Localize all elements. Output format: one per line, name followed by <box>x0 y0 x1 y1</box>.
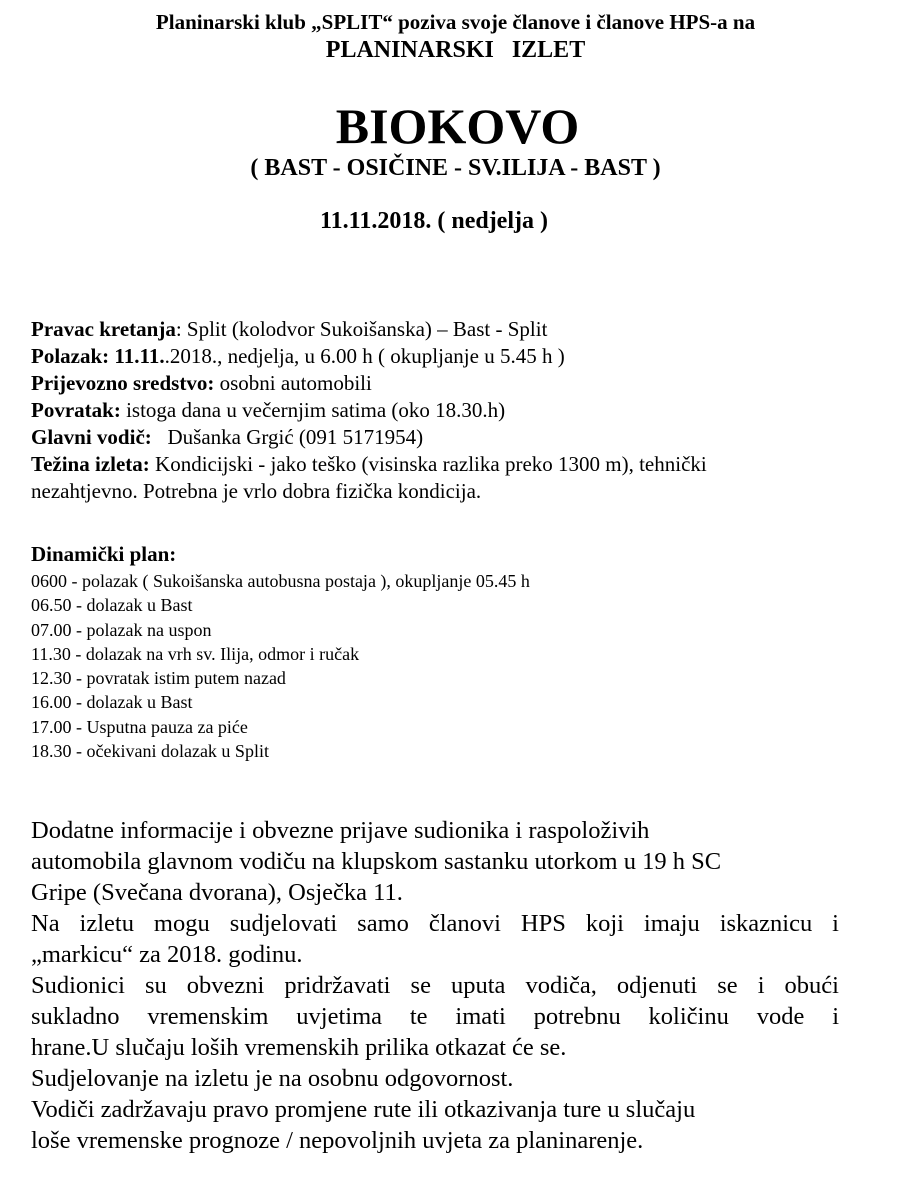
event-type-word-1: PLANINARSKI <box>325 37 494 63</box>
notes-section <box>31 815 839 1156</box>
info-label: Prijevozno sredstvo: <box>31 371 215 395</box>
schedule-item: 06.50 - dolazak u Bast <box>31 595 193 616</box>
info-value: Dušanka Grgić (091 5171954) <box>151 425 424 449</box>
info-value: istoga dana u večernjim satima (oko 18.30.h) <box>120 398 506 422</box>
event-type-word-2: IZLET <box>511 37 586 63</box>
info-value: Kondicijski - jako teško (visinska razlika preko 1300 m), tehnički <box>149 452 707 476</box>
info-transport <box>31 370 891 397</box>
schedule-item: 17.00 - Usputna pauza za piće <box>31 716 248 737</box>
note-line: Dodatne informacije i obvezne prijave sudionika i raspoloživih <box>31 817 650 844</box>
note-line: Sudionici su obvezni pridržavati se uputa vodiča, odjenuti se i obući <box>31 972 839 999</box>
note-line: hrane.U slučaju loših vremenskih prilika otkazat će se. <box>31 1034 567 1061</box>
info-label: Težina izleta: <box>31 452 150 476</box>
info-label-date: 11.11. <box>109 344 165 368</box>
info-label: Povratak: <box>31 398 121 422</box>
schedule-item: 0600 - polazak ( Sukoišanska autobusna postaja ), okupljanje 05.45 h <box>31 571 530 591</box>
info-guide <box>31 424 891 451</box>
note-line: automobila glavnom vodiču na klupskom sastanku utorkom u 19 h SC <box>31 848 722 875</box>
note-line: Sudjelovanje na izletu je na osobnu odgovornost. <box>31 1065 514 1092</box>
schedule-list <box>31 569 530 763</box>
info-return <box>31 397 891 424</box>
info-difficulty-continued: nezahtjevno. Potrebna je vrlo dobra fizička kondicija. <box>31 479 482 503</box>
note-line: Vodiči zadržavaju pravo promjene rute ili otkazivanja ture u slučaju <box>31 1096 696 1123</box>
info-label: Glavni vodič: <box>31 425 152 449</box>
info-difficulty <box>31 451 891 478</box>
info-value: : Split (kolodvor Sukoišanska) – Bast - Split <box>175 317 548 341</box>
note-line: „markicu“ za 2018. godinu. <box>31 941 303 968</box>
plan-title: Dinamički plan: <box>31 542 177 566</box>
event-date: 11.11.2018. ( nedjelja ) <box>320 208 548 234</box>
schedule-item: 07.00 - polazak na uspon <box>31 619 212 640</box>
club-invitation: Planinarski klub „SPLIT“ poziva svoje članove i članove HPS-a na <box>155 10 756 34</box>
trip-info <box>31 316 891 505</box>
info-direction <box>31 316 891 343</box>
note-line: Gripe (Svečana dvorana), Osječka 11. <box>31 879 403 906</box>
note-line: loše vremenske prognoze / nepovoljnih uvjeta za planinarenje. <box>31 1127 644 1154</box>
info-value: .2018., nedjelja, u 6.00 h ( okupljanje u 5.45 h ) <box>164 344 565 368</box>
info-label: Polazak: <box>31 344 110 368</box>
event-type-heading <box>0 35 911 65</box>
mountain-title: BIOKOVO <box>335 98 580 154</box>
schedule-item: 11.30 - dolazak na vrh sv. Ilija, odmor i ručak <box>31 643 360 664</box>
schedule-item: 18.30 - očekivani dolazak u Split <box>31 741 269 762</box>
schedule-item: 12.30 - povratak istim putem nazad <box>31 668 286 689</box>
info-label: Pravac kretanja <box>31 317 176 341</box>
note-line: Na izletu mogu sudjelovati samo članovi HPS koji imaju iskaznicu i <box>31 910 839 937</box>
schedule-item: 16.00 - dolazak u Bast <box>31 692 193 713</box>
route-heading: ( BAST - OSIČINE - SV.ILIJA - BAST ) <box>250 155 661 181</box>
info-departure <box>31 343 891 370</box>
info-value: osobni automobili <box>214 371 372 395</box>
note-line: sukladno vremenskim uvjetima te imati potrebnu količinu vode i <box>31 1003 839 1030</box>
